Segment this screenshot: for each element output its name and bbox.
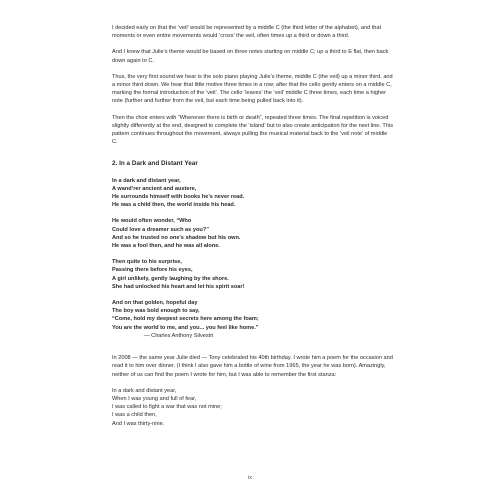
body-paragraph: I decided early on that the ‘veil’ would be represented by a middle C (the third letter of the alphabet), and that moments or even entire movements would ‘cross’ the veil, often times up a third or down a third. — [112, 25, 382, 40]
poem-line: Then quite to his surprise, — [112, 259, 182, 266]
poem-line: In a dark and distant year, — [112, 177, 181, 184]
poem-line: The boy was bold enough to say, — [112, 308, 200, 315]
poem-line: I was called to fight a war that was not mine; — [112, 404, 222, 411]
poem-line: He would often wonder, “Who — [112, 218, 192, 225]
poem-line: He was a fool then, and he was all alone. — [112, 243, 220, 250]
poem-line: You are the world to me, and you... you feel like home.” — [112, 324, 259, 331]
poem-line: And on that golden, hopeful day — [112, 300, 198, 307]
poem-line: A girl unlikely, gently laughing by the shore. — [112, 275, 229, 282]
section-heading: 2. In a Dark and Distant Year — [112, 160, 198, 168]
poem-line: In a dark and distant year, — [112, 387, 177, 394]
poem-stanza — [112, 258, 394, 291]
poem-stanza — [112, 299, 394, 340]
page-number: ix — [248, 475, 252, 481]
body-paragraph: Thus, the very first sound we hear is the solo piano playing Julie’s theme, middle C (the veil) up a minor third, and a minor third down. We hear that little motive three times in a row; after that the cello gently enters on a middle C, marking the formal introduction of the ‘veil’. The cello ‘leaves’ the ‘veil’ middle C three times, each time a higher note (further and further from the veil, but each time being pulled back into it). — [112, 73, 393, 105]
poem-line: Passing there before his eyes, — [112, 267, 193, 274]
poem-line: He was a child then, the world inside his head. — [112, 202, 236, 209]
poem-stanza — [112, 177, 394, 210]
poem-line: Could love a dreamer such as you?” — [112, 226, 209, 233]
document-page — [112, 24, 394, 428]
poem-line: And I was thirty-nine. — [112, 420, 165, 427]
poem-line: When I was young and full of fear, — [112, 395, 197, 402]
poem-stanza — [112, 217, 394, 250]
poem-line: She had unlocked his heart and let his spirit soar! — [112, 283, 245, 290]
poem-line: A wand’rer ancient and austere, — [112, 185, 197, 192]
poem-line: He surrounds himself with books he’s never read. — [112, 194, 245, 201]
poem-line: I was a child then, — [112, 412, 157, 419]
poem-line: And so he trusted no one’s shadow but his own. — [112, 234, 241, 241]
poem-line: “Come, hold my deepest secrets here among the foam; — [112, 316, 259, 323]
body-paragraph: In 2008 — the same year Julie died — Tony celebrated his 40th birthday. I wrote him a poem for the occasion and read it to him over dinner. (I think I also gave him a bottle of wine from 1965, the year he was born). Amazingly, neither of us can find the poem I wrote for him, but I was able to remember the first stanza: — [112, 355, 393, 378]
body-paragraph: And I knew that Julie’s theme would be based on three notes starting on middle C; up a third to E flat, then back down again to C. — [112, 49, 389, 64]
body-paragraph: Then the choir enters with “Whenever there is birth or death”, repeated three times. The final repetition is voiced slightly differently at the end, designed to complete the ‘island’ but to also create anticipation for the next line. This pattern continues throughout the movement, always pulling the musical material back to the ‘veil note’ of middle C. — [112, 114, 393, 146]
poem-attribution: — Charles Anthony Silvestri — [144, 332, 214, 339]
birthday-poem-stanza — [112, 387, 394, 428]
